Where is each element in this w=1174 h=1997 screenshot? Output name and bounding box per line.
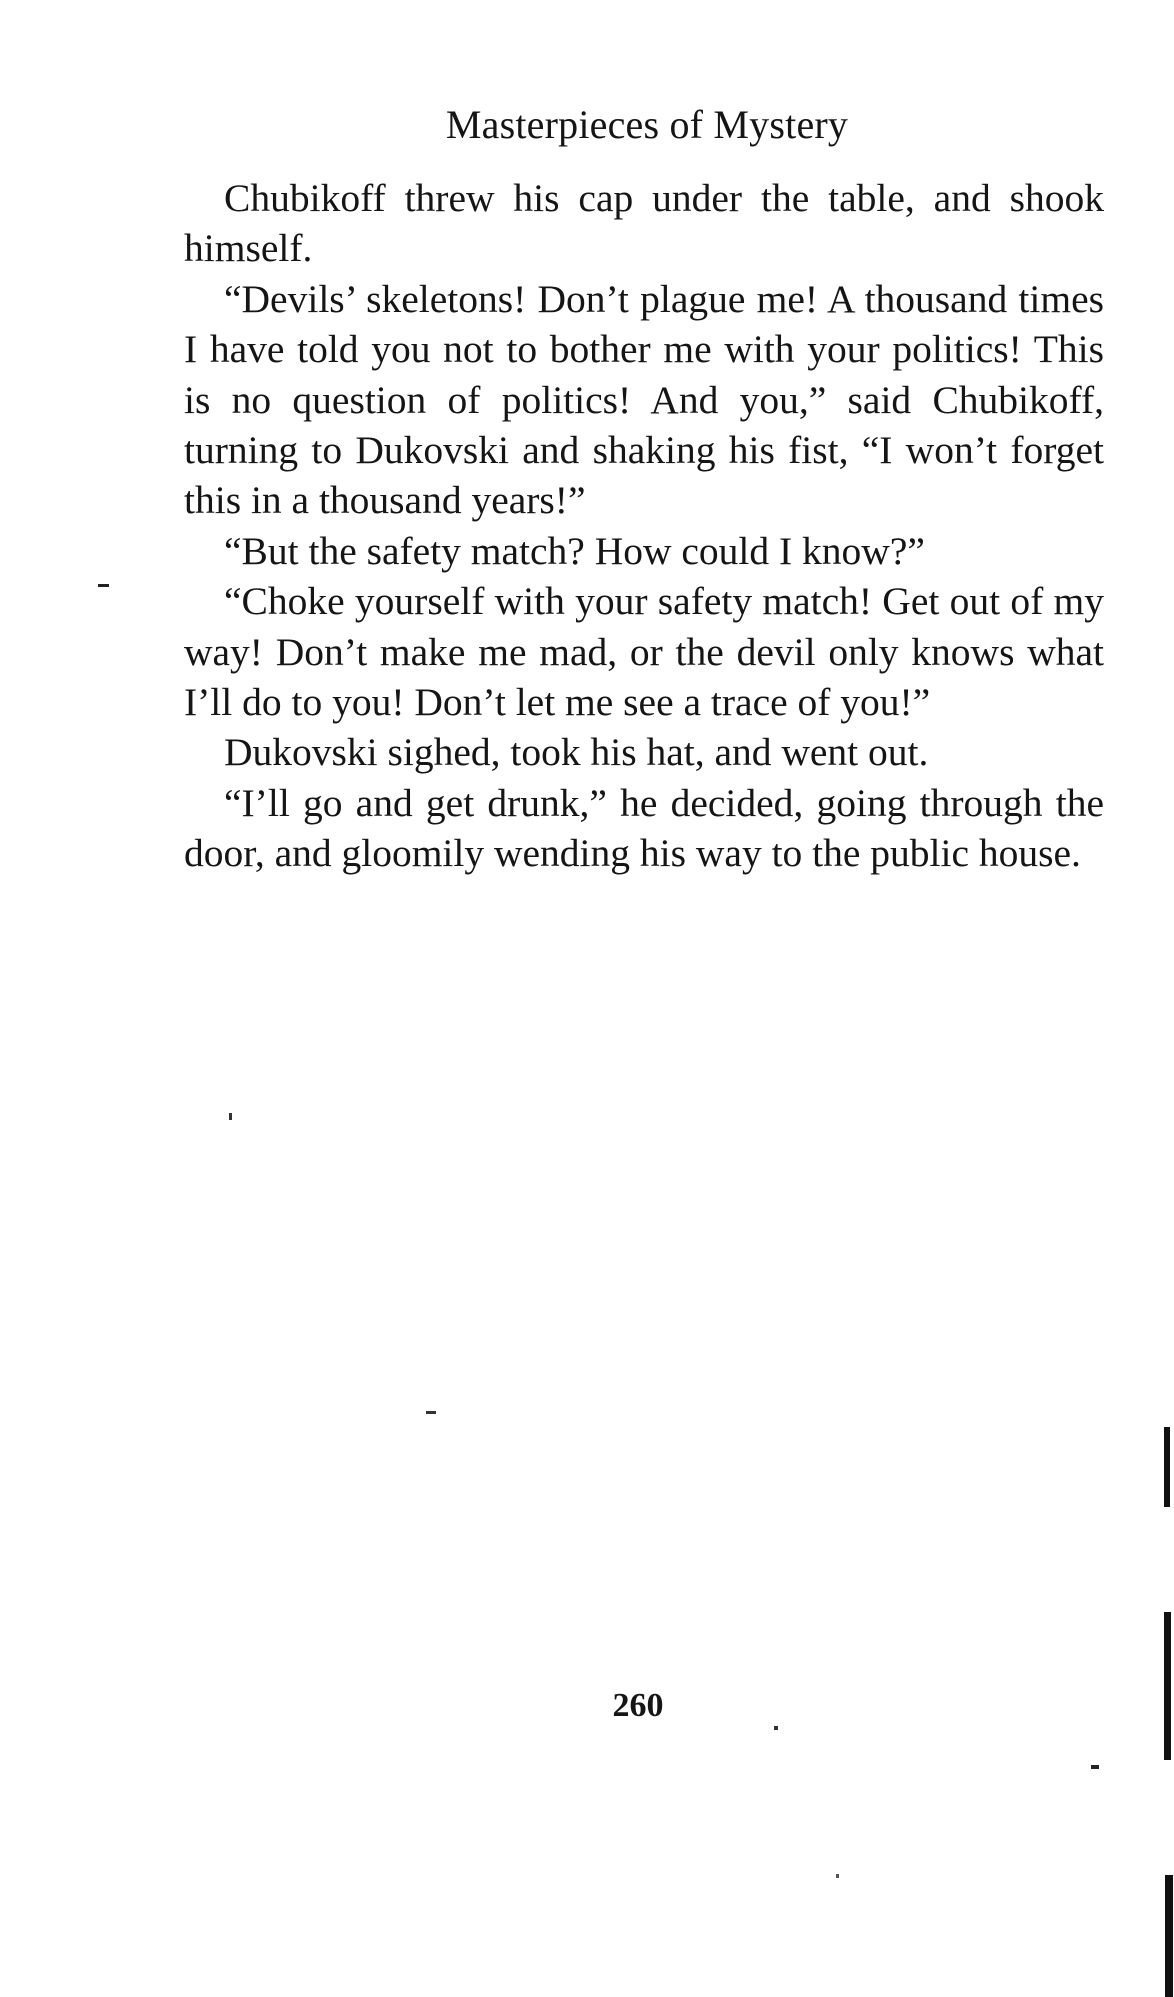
speck xyxy=(836,1874,839,1878)
edge-mark xyxy=(1164,1427,1170,1507)
speck xyxy=(1091,1765,1099,1769)
paragraph: “I’ll go and get drunk,” he decided, going through the door, and gloomily wending his way to the public house. xyxy=(184,780,1104,876)
paragraph: Dukovski sighed, took his hat, and went out. xyxy=(224,730,929,775)
speck xyxy=(229,1113,232,1120)
paragraph: “Choke yourself with your safety match! Get out of my way! Don’t make me mad, or the devil only knows what I’ll do to you! Don’t let me see a trace of you!” xyxy=(184,579,1104,725)
running-head: Masterpieces of Mystery xyxy=(445,102,849,147)
body-text xyxy=(184,173,1104,879)
paragraph: “But the safety match? How could I know?” xyxy=(224,528,925,573)
speck xyxy=(774,1726,778,1730)
speck xyxy=(426,1411,436,1414)
speck xyxy=(98,584,109,587)
paragraph: Chubikoff threw his cap under the table, and shook himself. xyxy=(184,176,1104,271)
paragraph: “Devils’ skeletons! Don’t plague me! A thousand times I have told you not to bother me with your politics! This is no question of politics! And you,” said Chubikoff, turning to Dukovski and shaking his fist, “I won’t forget this in a thousand years!” xyxy=(184,276,1104,523)
page-number: 260 xyxy=(612,1687,664,1724)
edge-mark xyxy=(1165,1875,1173,1997)
